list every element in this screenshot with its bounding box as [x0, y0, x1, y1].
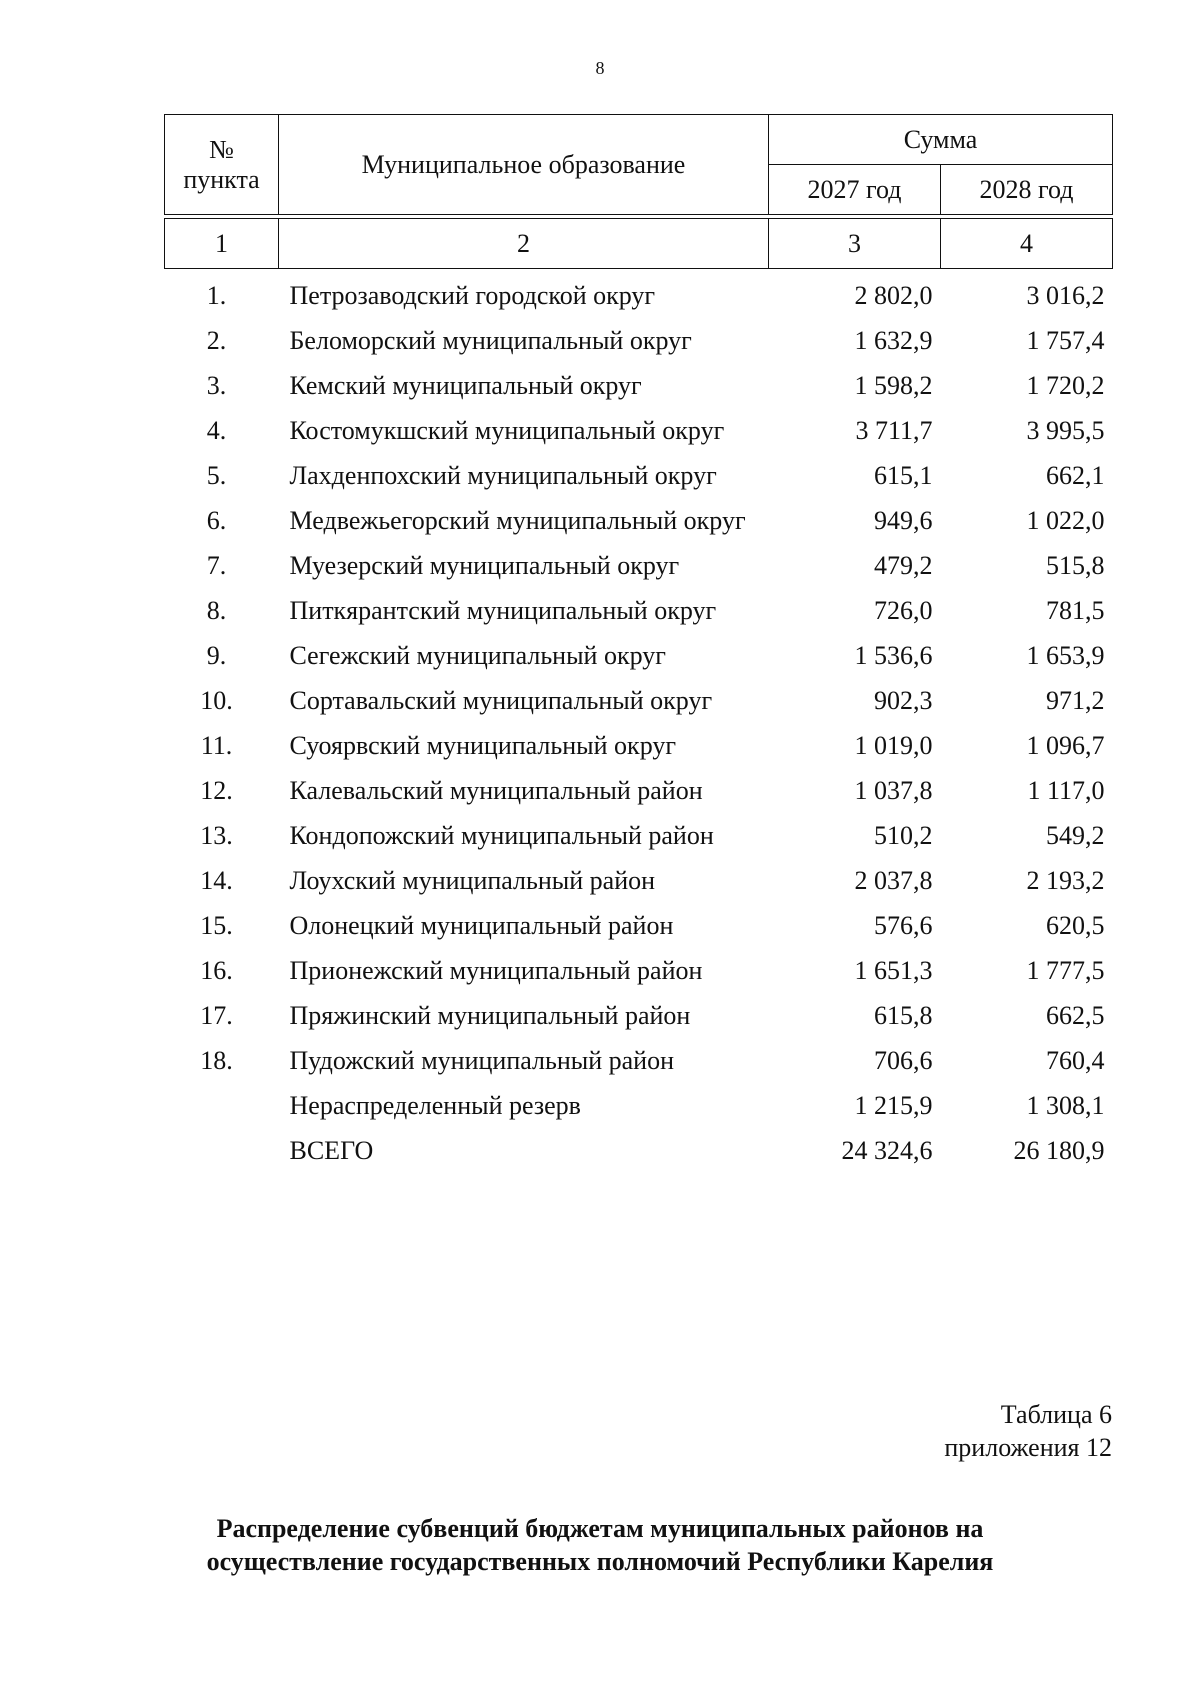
row-index: 8.: [206, 596, 227, 625]
amount-2027: 615,1: [874, 461, 933, 490]
municipality-name: Калевальский муниципальный район: [289, 776, 703, 805]
row-index: 15.: [200, 911, 233, 940]
row-index: 11.: [200, 731, 233, 760]
row-index: 16.: [200, 956, 233, 985]
amount-2028: 1 720,2: [1026, 371, 1105, 400]
table-row: [165, 1126, 1113, 1171]
amount-2028: 781,5: [1046, 596, 1105, 625]
header-number-word: пункта: [183, 164, 260, 194]
municipality-name: Сегежский муниципальный округ: [289, 641, 666, 670]
table-row: [165, 451, 1113, 496]
amount-2028: 1 653,9: [1026, 641, 1105, 670]
municipality-name: Беломорский муниципальный округ: [289, 326, 692, 355]
table-row: [165, 1081, 1113, 1126]
row-index: 2.: [206, 326, 227, 355]
table-caption: [944, 1398, 1112, 1464]
table-row: [165, 766, 1113, 811]
amount-2027: 902,3: [874, 686, 933, 715]
amount-2028: 662,5: [1046, 1001, 1105, 1030]
municipality-name: Кондопожский муниципальный район: [289, 821, 714, 850]
caption-appendix: приложения 12: [944, 1433, 1112, 1462]
municipality-name: Сортавальский муниципальный округ: [289, 686, 713, 715]
section-heading: [0, 1512, 1200, 1578]
table-row: [165, 946, 1113, 991]
municipality-name: Костомукшский муниципальный округ: [289, 416, 725, 445]
column-number-3: 3: [769, 219, 941, 269]
row-index: 3.: [206, 371, 227, 400]
table-body: [165, 269, 1113, 1172]
municipality-name: Пудожский муниципальный район: [289, 1046, 675, 1075]
amount-2028: 2 193,2: [1026, 866, 1105, 895]
row-index: 17.: [200, 1001, 233, 1030]
municipality-name: Петрозаводский городской округ: [289, 281, 656, 310]
municipality-name: Лоухский муниципальный район: [289, 866, 656, 895]
row-index: 5.: [206, 461, 227, 490]
row-index: [165, 1081, 279, 1126]
amount-2027: 726,0: [874, 596, 933, 625]
amount-2027: 3 711,7: [855, 416, 933, 445]
amount-2028: 971,2: [1046, 686, 1105, 715]
municipality-name: Олонецкий муниципальный район: [289, 911, 674, 940]
amount-2028: 662,1: [1046, 461, 1105, 490]
table-row: [165, 586, 1113, 631]
amount-2027: 1 632,9: [854, 326, 933, 355]
amount-2027: 576,6: [874, 911, 933, 940]
row-index: 9.: [206, 641, 227, 670]
row-index: 10.: [200, 686, 233, 715]
row-index: 6.: [206, 506, 227, 535]
amount-2027: 2 037,8: [854, 866, 933, 895]
amount-2028: 26 180,9: [1013, 1136, 1105, 1165]
amount-2027: 1 037,8: [854, 776, 933, 805]
amount-2027: 24 324,6: [841, 1136, 933, 1165]
header-municipality: Муниципальное образование: [279, 115, 769, 215]
amount-2028: 3 995,5: [1026, 416, 1105, 445]
table-row: [165, 811, 1113, 856]
table-row: [165, 856, 1113, 901]
municipality-name: Муезерский муниципальный округ: [289, 551, 680, 580]
amount-2027: 949,6: [874, 506, 933, 535]
municipality-name: Медвежьегорский муниципальный округ: [289, 506, 746, 535]
heading-line-1: Распределение субвенций бюджетам муниципальных районов на: [216, 1514, 984, 1543]
row-index: 4.: [206, 416, 227, 445]
amount-2027: 1 598,2: [854, 371, 933, 400]
table-row: [165, 316, 1113, 361]
amount-2027: 510,2: [874, 821, 933, 850]
table-row: [165, 1036, 1113, 1081]
amount-2028: 3 016,2: [1026, 281, 1105, 310]
row-index: 18.: [200, 1046, 233, 1075]
municipality-name: ВСЕГО: [289, 1136, 374, 1165]
amount-2028: 1 757,4: [1026, 326, 1105, 355]
table-row: [165, 721, 1113, 766]
amount-2027: 479,2: [874, 551, 933, 580]
page-number: 8: [595, 58, 605, 78]
table-row: [165, 269, 1113, 317]
row-index: 13.: [200, 821, 233, 850]
amount-2027: 2 802,0: [854, 281, 933, 310]
header-year-2028: 2028 год: [941, 165, 1113, 215]
municipality-name: Питкярантский муниципальный округ: [289, 596, 717, 625]
amount-2027: 1 536,6: [854, 641, 933, 670]
amount-2028: 1 777,5: [1026, 956, 1105, 985]
amount-2028: 1 096,7: [1026, 731, 1105, 760]
amount-2027: 706,6: [874, 1046, 933, 1075]
amount-2028: 1 308,1: [1026, 1091, 1105, 1120]
header-number-sign: №: [209, 134, 234, 164]
column-number-4: 4: [941, 219, 1113, 269]
header-year-2027: 2027 год: [769, 165, 941, 215]
table-row: [165, 676, 1113, 721]
table-row: [165, 631, 1113, 676]
table-row: [165, 361, 1113, 406]
municipality-name: Прионежский муниципальный район: [289, 956, 703, 985]
amount-2027: 1 215,9: [854, 1091, 933, 1120]
municipality-name: Пряжинский муниципальный район: [289, 1001, 691, 1030]
amount-2028: 549,2: [1046, 821, 1105, 850]
header-item-number: [165, 115, 279, 215]
amount-2028: 760,4: [1046, 1046, 1105, 1075]
row-index: 12.: [200, 776, 233, 805]
heading-line-2: осуществление государственных полномочий Республики Карелия: [206, 1547, 994, 1576]
table-row: [165, 496, 1113, 541]
amount-2027: 1 651,3: [854, 956, 933, 985]
municipality-name: Суоярвский муниципальный округ: [289, 731, 677, 760]
amount-2027: 1 019,0: [854, 731, 933, 760]
amount-2028: 1 022,0: [1026, 506, 1105, 535]
municipality-name: Нераспределенный резерв: [289, 1091, 581, 1120]
column-number-1: 1: [165, 219, 279, 269]
municipality-name: Кемский муниципальный округ: [289, 371, 642, 400]
subvention-table: [164, 114, 1113, 1171]
amount-2028: 1 117,0: [1027, 776, 1105, 805]
caption-table-number: Таблица 6: [1000, 1400, 1112, 1429]
header-sum: Сумма: [769, 115, 1113, 165]
amount-2027: 615,8: [874, 1001, 933, 1030]
row-index: 7.: [206, 551, 227, 580]
table-row: [165, 541, 1113, 586]
row-index: 14.: [200, 866, 233, 895]
table-row: [165, 901, 1113, 946]
amount-2028: 515,8: [1046, 551, 1105, 580]
row-index: [165, 1126, 279, 1171]
row-index: 1.: [206, 281, 227, 310]
municipality-name: Лахденпохский муниципальный округ: [289, 461, 717, 490]
amount-2028: 620,5: [1046, 911, 1105, 940]
column-number-2: 2: [279, 219, 769, 269]
table-row: [165, 406, 1113, 451]
table-row: [165, 991, 1113, 1036]
